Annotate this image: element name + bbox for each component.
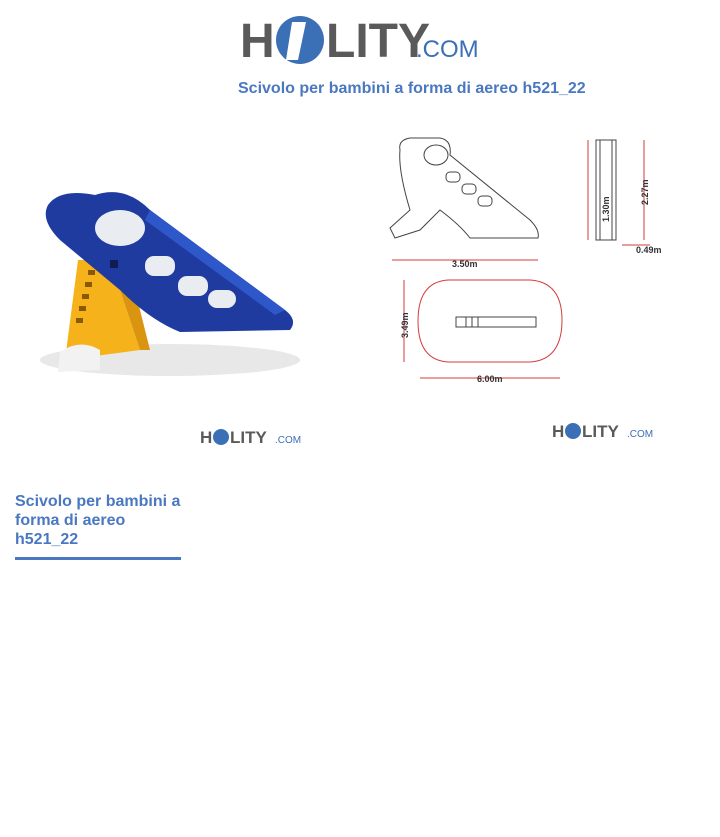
svg-text:LITY: LITY [230,428,267,447]
area-plan [418,280,562,362]
dim-area-width: 6.00m [477,374,503,384]
logo-o-icon [276,16,324,64]
product-caption[interactable]: Scivolo per bambini a forma di aereo h521_22 [15,492,181,560]
logo-suffix: .COM [416,36,479,63]
product-image[interactable] [0,110,720,480]
slide-render [40,192,300,376]
dim-length: 3.50m [452,259,478,269]
dim-height-platform: 1.30m [601,196,611,222]
svg-text:LITY: LITY [582,422,619,441]
svg-text:.COM: .COM [627,429,654,440]
svg-text:H: H [200,428,213,447]
dim-height-total: 2.27m [640,179,650,205]
watermark-left [200,428,301,447]
logo-letters-lity: LITY [326,15,430,68]
dim-width: 0.49m [636,245,662,255]
technical-drawing [390,138,616,240]
holity-logo[interactable] [240,10,485,68]
dimension-lines [392,140,650,378]
watermark-right [552,422,653,441]
svg-text:.COM: .COM [275,435,302,446]
logo-letter-h: H [240,15,275,68]
svg-text:H: H [552,422,565,441]
page-title: Scivolo per bambini a forma di aereo h521_22 [238,80,586,97]
dim-area-depth: 3.49m [400,312,410,338]
